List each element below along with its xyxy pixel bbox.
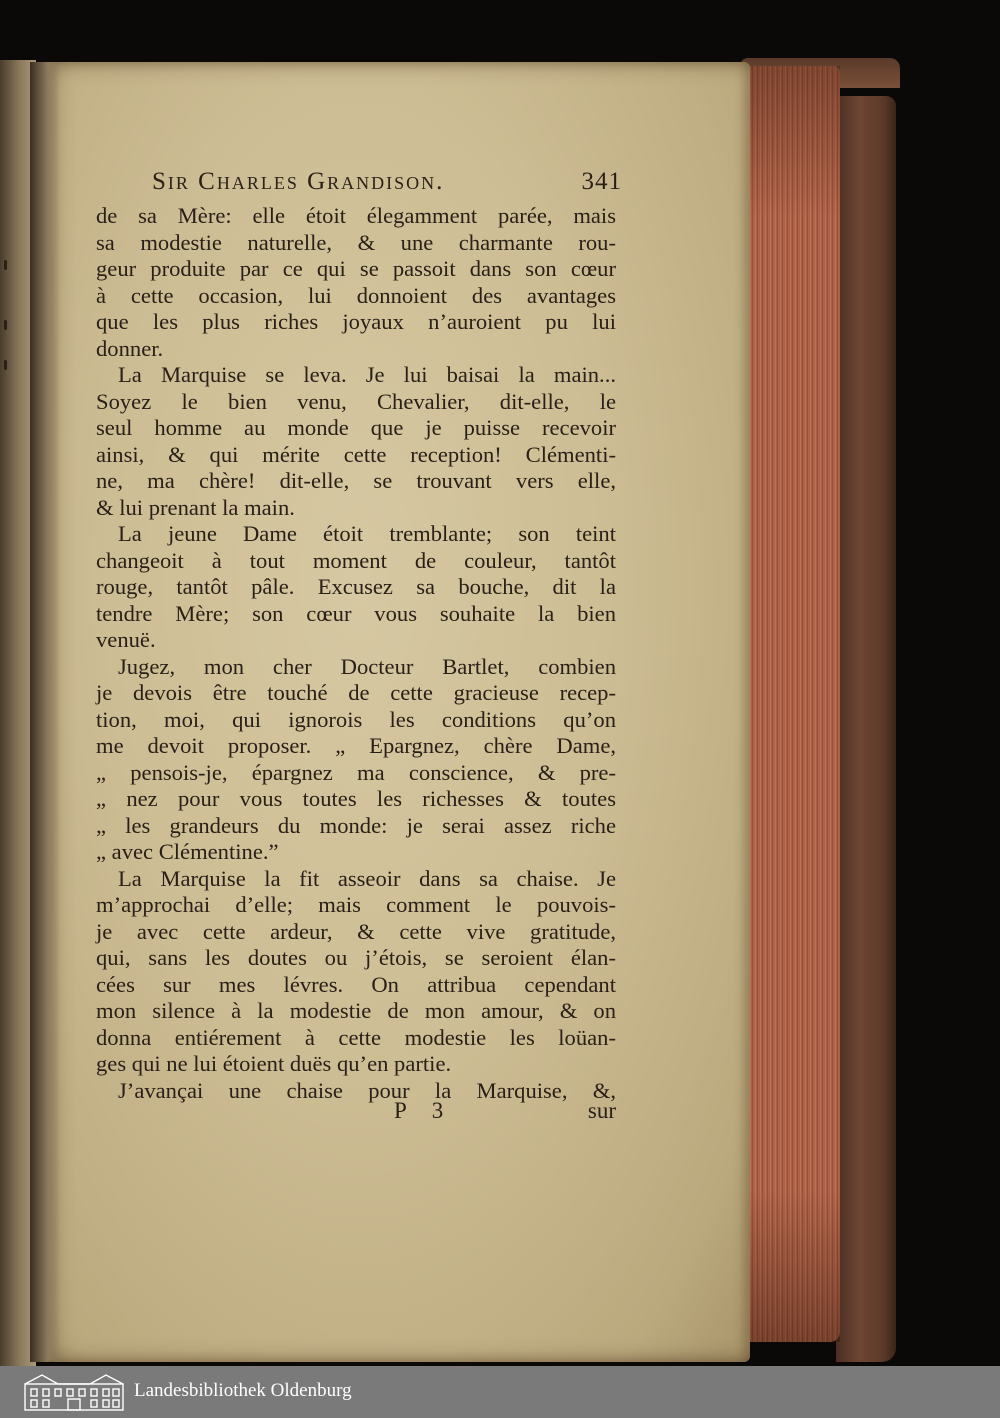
- text-line: m’approchai d’elle; mais comment le pouvois-: [96, 892, 616, 917]
- text-line: „ pensois-je, épargnez ma conscience, & pre-: [96, 759, 616, 785]
- text-line: „ les grandeurs du monde: je serai assez riche: [96, 812, 616, 838]
- page-fore-edge: [744, 66, 840, 1342]
- text-line: tendre Mère; son cœur vous souhaite la bien: [96, 600, 616, 626]
- text-line: La Marquise la fit asseoir dans sa chaise. Je: [118, 865, 616, 891]
- page-foot: [96, 1098, 616, 1128]
- book-gutter: [30, 62, 60, 1362]
- text-line: je devois être touché de cette gracieuse recep-: [96, 680, 616, 705]
- text-line: qui, sans les doutes ou j’étois, se seroient élan-: [96, 945, 616, 970]
- text-line: me devoit proposer. „ Epargnez, chère Dame,: [96, 733, 616, 758]
- library-building-icon: [22, 1372, 126, 1412]
- text-line: donna entiérement à cette modestie les loüan-: [96, 1024, 616, 1050]
- book-cover: [836, 96, 896, 1362]
- text-line: geur produite par ce qui se passoit dans son cœur: [96, 256, 616, 281]
- text-line: seul homme au monde que je puisse recevoir: [96, 415, 616, 440]
- text-line: que les plus riches joyaux n’auroient pu lui: [96, 309, 616, 334]
- library-footer-bar: [0, 1366, 1000, 1418]
- text-line: ges qui ne lui étoient duës qu’en partie.: [96, 1051, 452, 1076]
- text-line: La Marquise se leva. Je lui baisai la main...: [118, 362, 616, 387]
- text-line: sa modestie naturelle, & une charmante rou-: [96, 229, 616, 255]
- text-line: cées sur mes lévres. On attribua cependant: [96, 971, 616, 997]
- text-line: mon silence à la modestie de mon amour, & on: [96, 998, 616, 1023]
- text-line: La jeune Dame étoit tremblante; son teint: [118, 521, 616, 546]
- text-line: Jugez, mon cher Docteur Bartlet, combien: [118, 653, 616, 679]
- text-line: Soyez le bien venu, Chevalier, dit-elle, le: [96, 388, 616, 414]
- text-line: je avec cette ardeur, & cette vive gratitude,: [96, 918, 616, 944]
- catchword: sur: [587, 1098, 616, 1123]
- text-line: „ avec Clémentine.”: [96, 839, 279, 864]
- text-line: „ nez pour vous toutes les richesses & toutes: [96, 786, 616, 811]
- text-line: rouge, tantôt pâle. Excusez sa bouche, dit la: [96, 574, 616, 599]
- text-line: à cette occasion, lui donnoient des avantages: [96, 282, 616, 308]
- text-line: ainsi, & qui mérite cette reception! Clémenti-: [96, 441, 616, 467]
- running-head: [152, 168, 622, 198]
- text-line: venuë.: [96, 627, 156, 652]
- text-line: & lui prenant la main.: [96, 494, 295, 520]
- text-line: ne, ma chère! dit-elle, se trouvant vers elle,: [96, 468, 616, 493]
- text-line: donner.: [96, 335, 164, 361]
- text-line: tion, moi, qui ignorois les conditions qu’on: [96, 706, 616, 732]
- text-line: de sa Mère: elle étoit élegamment parée, mais: [96, 203, 616, 228]
- page-number: 341: [581, 168, 622, 195]
- body-text: [96, 203, 616, 1104]
- library-name: Landesbibliothek Oldenburg: [134, 1380, 352, 1401]
- signature-mark: P 3: [394, 1098, 454, 1123]
- text-line: J’avançai une chaise pour la Marquise, &,: [118, 1077, 616, 1103]
- text-line: changeoit à tout moment de couleur, tantôt: [96, 547, 616, 573]
- running-head-title: Sir Charles Grandison.: [152, 168, 445, 195]
